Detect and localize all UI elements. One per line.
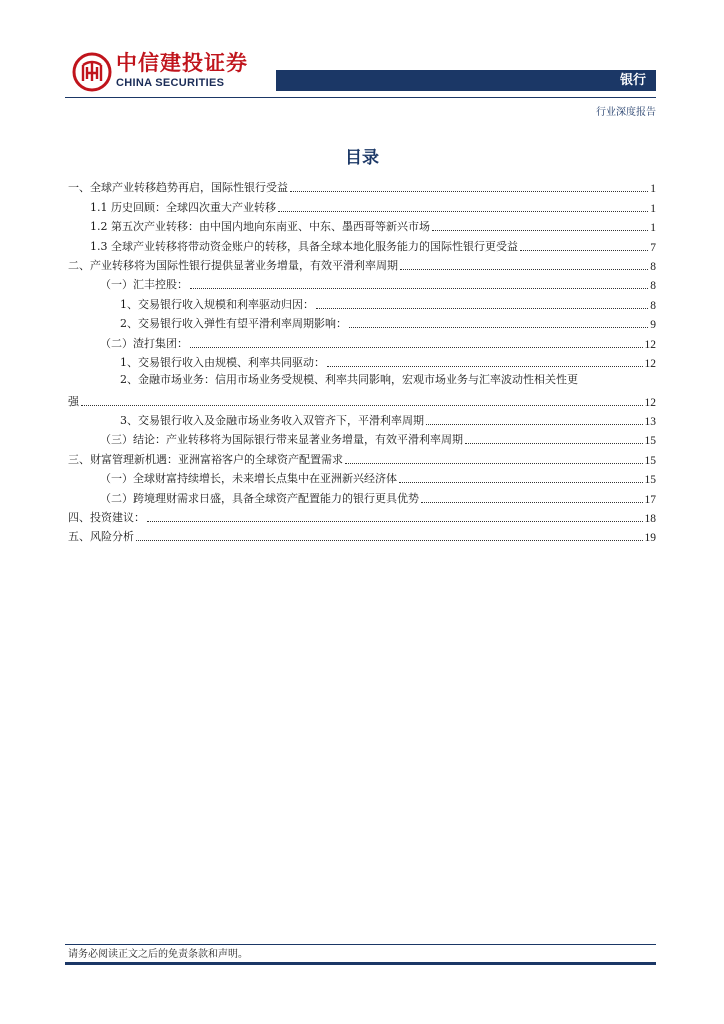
toc-entry-text: 五、风险分析 (68, 530, 134, 544)
toc-entry-text-cont: 强 (68, 394, 79, 408)
toc-entry[interactable] (68, 486, 656, 505)
toc-leader-dots (327, 366, 643, 367)
toc-entry-page: 15 (644, 435, 656, 448)
toc-leader-dots (345, 463, 643, 464)
sector-label: 银行 (619, 73, 646, 88)
toc-entry-page: 8 (650, 299, 656, 312)
toc-leader-dots (147, 521, 643, 522)
toc-entry[interactable] (68, 428, 656, 447)
toc-entry-page: 17 (644, 493, 656, 506)
toc-leader-dots (136, 540, 643, 541)
citic-logo-icon (72, 52, 112, 92)
toc-entry-text: 三、财富管理新机遇：亚洲富裕客户的全球资产配置需求 (68, 452, 343, 466)
table-of-contents (68, 176, 656, 544)
toc-entry-page: 19 (644, 532, 656, 545)
footer-bar (65, 962, 656, 965)
toc-entry[interactable] (68, 312, 656, 331)
toc-leader-dots (316, 308, 648, 309)
toc-entry-text: 二、产业转移将为国际性银行提供显著业务增量，有效平滑利率周期 (68, 258, 398, 272)
toc-entry-page: 7 (650, 241, 656, 254)
toc-leader-dots (190, 347, 643, 348)
toc-entry-text: 2、金融市场业务：信用市场业务受规模、利率共同影响，宏观市场业务与汇率波动性相关性更 (120, 372, 578, 386)
toc-leader-dots (399, 482, 643, 483)
footer-disclaimer: 请务必阅读正文之后的免责条款和声明。 (68, 949, 248, 960)
toc-leader-dots (421, 502, 643, 503)
toc-entry-page: 13 (644, 416, 656, 429)
toc-entry-page: 1 (650, 202, 656, 215)
toc-entry[interactable] (68, 506, 656, 525)
toc-entry-text: （一）全球财富持续增长，未来增长点集中在亚洲新兴经济体 (100, 472, 397, 486)
toc-entry-text: 1.1 历史回顾：全球四次重大产业转移 (90, 200, 276, 214)
toc-leader-dots (290, 191, 648, 192)
toc-entry-page: 8 (650, 260, 656, 273)
toc-leader-dots (520, 250, 648, 251)
toc-entry-page: 1 (650, 222, 656, 235)
toc-entry[interactable] (68, 370, 656, 409)
toc-entry-text: （一）汇丰控股： (100, 278, 188, 292)
toc-entry-page: 18 (644, 513, 656, 526)
toc-entry-page: 9 (650, 319, 656, 332)
toc-leader-dots (278, 211, 648, 212)
toc-entry-text: 1.2 第五次产业转移：由中国内地向东南亚、中东、墨西哥等新兴市场 (90, 220, 430, 234)
brand-name-en: CHINA SECURITIES (116, 77, 225, 89)
toc-entry[interactable] (68, 195, 656, 214)
toc-entry-text: 3、交易银行收入及金融市场业务收入双管齐下，平滑利率周期 (120, 414, 424, 428)
toc-entry-text: 1.3 全球产业转移将带动资金账户的转移，具备全球本地化服务能力的国际性银行更受益 (90, 239, 518, 253)
toc-leader-dots (426, 424, 643, 425)
toc-leader-dots (190, 288, 648, 289)
toc-entry[interactable] (68, 176, 656, 195)
footer-divider (65, 944, 656, 945)
toc-title: 目录 (345, 148, 379, 168)
toc-entry[interactable] (68, 273, 656, 292)
toc-leader-dots (81, 405, 643, 406)
brand-name-cn: 中信建投证券 (116, 51, 248, 75)
toc-entry[interactable] (68, 254, 656, 273)
toc-entry-page: 8 (650, 280, 656, 293)
toc-entry-page: 12 (644, 396, 656, 409)
toc-entry-text: （二）跨境理财需求日盛，具备全球资产配置能力的银行更具优势 (100, 491, 419, 505)
toc-entry-text: 四、投资建议： (68, 511, 145, 525)
sector-banner (276, 70, 656, 91)
report-type: 行业深度报告 (596, 107, 656, 118)
toc-entry-page: 1 (650, 183, 656, 196)
toc-entry[interactable] (68, 525, 656, 544)
toc-entry-page: 12 (644, 338, 656, 351)
toc-entry-text: 一、全球产业转移趋势再启，国际性银行受益 (68, 181, 288, 195)
toc-entry-page: 15 (644, 474, 656, 487)
header-divider (65, 97, 656, 98)
toc-entry[interactable] (68, 409, 656, 428)
toc-entry[interactable] (68, 292, 656, 311)
toc-entry[interactable] (68, 351, 656, 370)
toc-entry[interactable] (68, 234, 656, 253)
toc-leader-dots (349, 327, 648, 328)
toc-entry-text: 1、交易银行收入规模和利率驱动归因： (120, 297, 314, 311)
toc-entry-page: 12 (644, 357, 656, 370)
toc-entry-text: 2、交易银行收入弹性有望平滑利率周期影响： (120, 317, 347, 331)
toc-entry-text: 1、交易银行收入由规模、利率共同驱动： (120, 355, 325, 369)
toc-entry-page: 15 (644, 454, 656, 467)
toc-entry[interactable] (68, 467, 656, 486)
toc-entry-text: （三）结论：产业转移将为国际银行带来显著业务增量，有效平滑利率周期 (100, 433, 463, 447)
toc-entry[interactable] (68, 331, 656, 350)
toc-leader-dots (400, 269, 648, 270)
toc-leader-dots (465, 443, 643, 444)
toc-entry[interactable] (68, 215, 656, 234)
toc-entry[interactable] (68, 447, 656, 466)
toc-leader-dots (432, 230, 648, 231)
toc-entry-text: （二）渣打集团： (100, 336, 188, 350)
